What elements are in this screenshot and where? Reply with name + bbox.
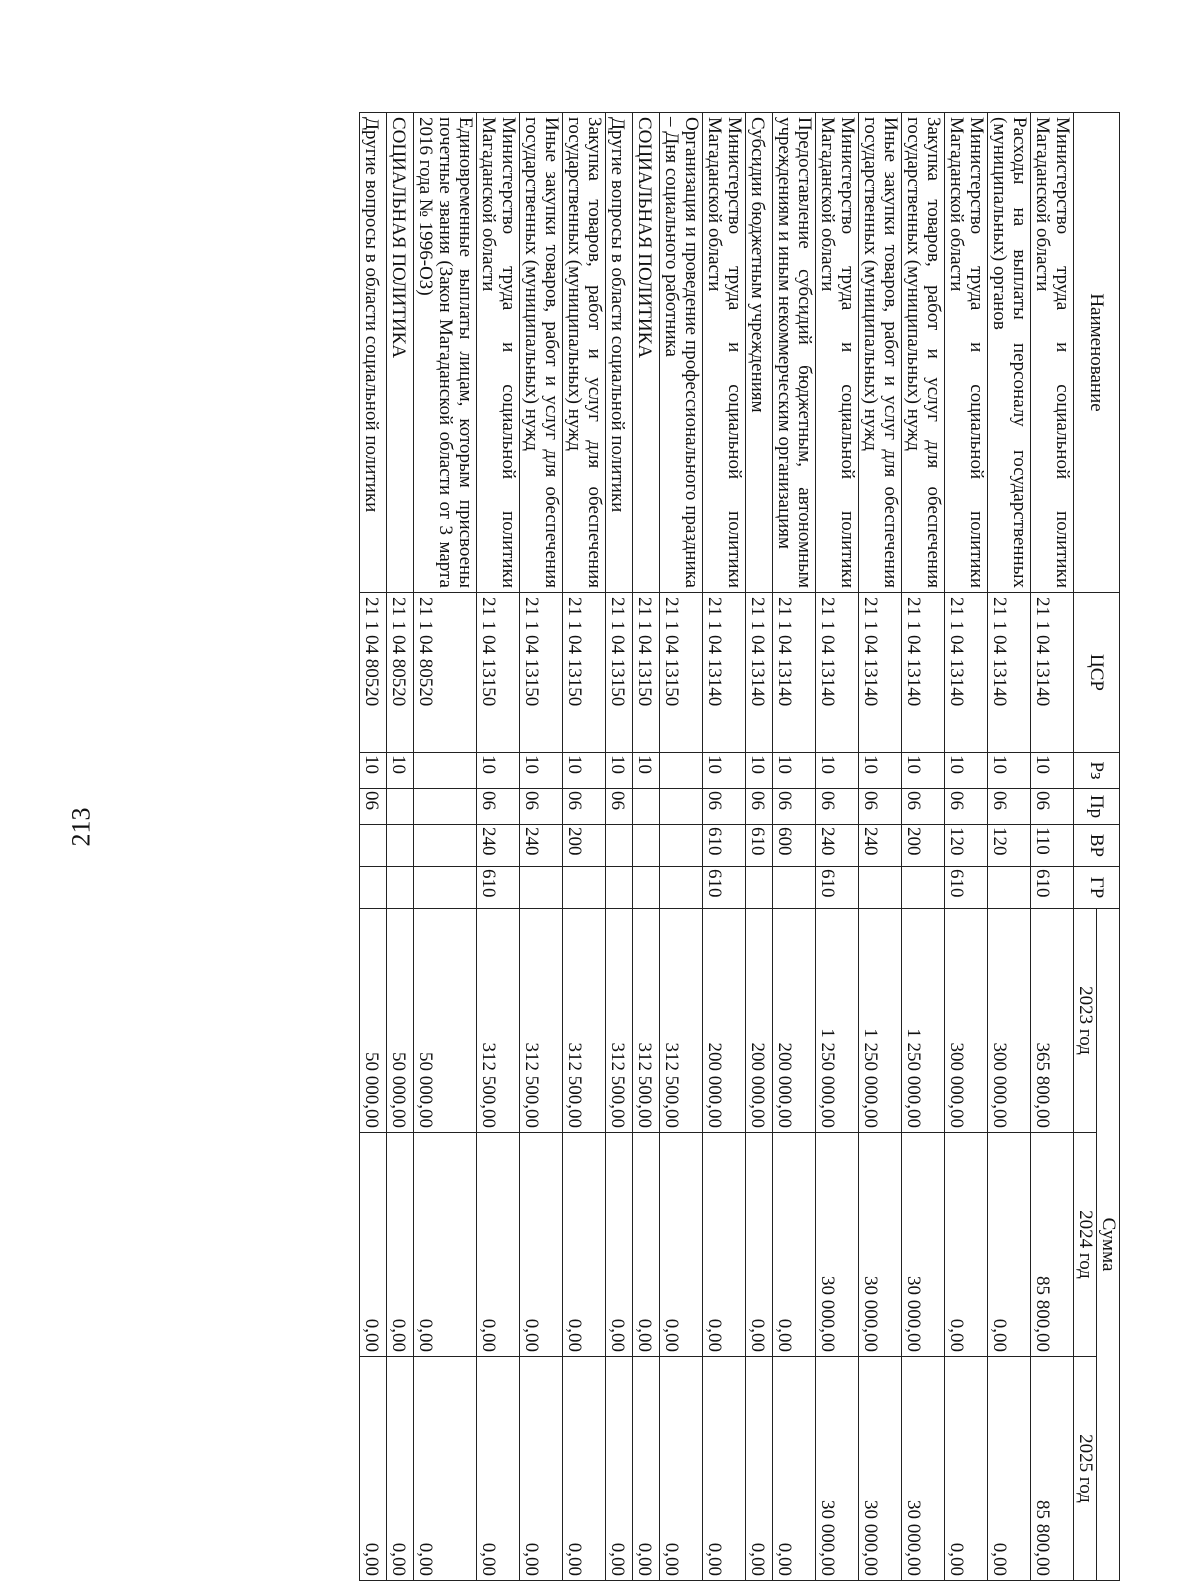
cell-csr: 21 1 04 13150: [633, 593, 660, 753]
cell-y2024: 30 000,00: [859, 1133, 902, 1357]
cell-y2023: 312 500,00: [633, 909, 660, 1133]
cell-rz: 10: [387, 753, 414, 789]
budget-table-sheet: [200, 112, 1120, 1580]
cell-rz: 10: [746, 753, 773, 789]
cell-vr: 600: [773, 825, 816, 867]
cell-y2025: 0,00: [563, 1357, 606, 1581]
table-row: [414, 113, 477, 1581]
cell-rz: 10: [902, 753, 945, 789]
cell-y2025: 30 000,00: [816, 1357, 859, 1581]
table-row: [606, 113, 633, 1581]
table-row: [360, 113, 387, 1581]
cell-csr: 21 1 04 13140: [1031, 593, 1074, 753]
cell-vr: 610: [746, 825, 773, 867]
cell-y2024: 0,00: [660, 1133, 703, 1357]
cell-vr: 120: [945, 825, 988, 867]
cell-y2025: 0,00: [520, 1357, 563, 1581]
cell-name: Закупка товаров, работ и услуг для обеспечения государственных (муниципальных) нужд: [902, 113, 945, 593]
cell-pr: 06: [520, 789, 563, 825]
table-row: [633, 113, 660, 1581]
cell-gr: [773, 867, 816, 909]
cell-y2025: 30 000,00: [859, 1357, 902, 1581]
cell-y2023: 1 250 000,00: [816, 909, 859, 1133]
cell-vr: 610: [703, 825, 746, 867]
cell-y2025: 0,00: [387, 1357, 414, 1581]
header-csr: ЦСР: [1074, 593, 1120, 753]
cell-rz: [414, 753, 477, 789]
header-2025: 2025 год: [1074, 1357, 1097, 1581]
cell-rz: 10: [945, 753, 988, 789]
cell-name: Другие вопросы в области социальной политики: [606, 113, 633, 593]
cell-vr: [633, 825, 660, 867]
cell-y2024: 0,00: [414, 1133, 477, 1357]
cell-y2024: 0,00: [773, 1133, 816, 1357]
cell-vr: [660, 825, 703, 867]
cell-rz: 10: [816, 753, 859, 789]
cell-rz: 10: [1031, 753, 1074, 789]
cell-y2025: 0,00: [606, 1357, 633, 1581]
cell-vr: 240: [520, 825, 563, 867]
cell-csr: 21 1 04 13140: [945, 593, 988, 753]
header-gr: ГР: [1074, 867, 1120, 909]
cell-csr: 21 1 04 13140: [773, 593, 816, 753]
header-2024: 2024 год: [1074, 1133, 1097, 1357]
cell-csr: 21 1 04 13140: [703, 593, 746, 753]
cell-y2023: 50 000,00: [360, 909, 387, 1133]
cell-y2025: 0,00: [945, 1357, 988, 1581]
cell-rz: 10: [773, 753, 816, 789]
cell-vr: [387, 825, 414, 867]
cell-y2024: 0,00: [477, 1133, 520, 1357]
table-row: [387, 113, 414, 1581]
cell-y2023: 312 500,00: [606, 909, 633, 1133]
cell-name: Субсидии бюджетным учреждениям: [746, 113, 773, 593]
cell-y2025: 0,00: [414, 1357, 477, 1581]
cell-gr: [387, 867, 414, 909]
cell-vr: 240: [477, 825, 520, 867]
cell-y2023: 312 500,00: [520, 909, 563, 1133]
cell-rz: 10: [633, 753, 660, 789]
table-row: [988, 113, 1031, 1581]
table-row: [773, 113, 816, 1581]
cell-pr: 06: [606, 789, 633, 825]
table-row: [660, 113, 703, 1581]
cell-name: Министерство труда и социальной политики Магаданской области: [477, 113, 520, 593]
cell-gr: [859, 867, 902, 909]
cell-y2024: 0,00: [703, 1133, 746, 1357]
cell-gr: 610: [945, 867, 988, 909]
cell-rz: 10: [563, 753, 606, 789]
cell-y2025: 0,00: [477, 1357, 520, 1581]
cell-pr: 06: [902, 789, 945, 825]
cell-name: Министерство труда и социальной политики Магаданской области: [1031, 113, 1074, 593]
cell-gr: 610: [703, 867, 746, 909]
cell-name: Иные закупки товаров, работ и услуг для обеспечения государственных (муниципальных) нужд: [859, 113, 902, 593]
cell-rz: 10: [606, 753, 633, 789]
header-summa: Сумма: [1097, 909, 1120, 1581]
cell-y2023: 365 800,00: [1031, 909, 1074, 1133]
cell-name: Министерство труда и социальной политики Магаданской области: [816, 113, 859, 593]
cell-vr: 240: [859, 825, 902, 867]
cell-csr: 21 1 04 13140: [746, 593, 773, 753]
cell-y2025: 30 000,00: [902, 1357, 945, 1581]
cell-csr: 21 1 04 13140: [816, 593, 859, 753]
cell-y2024: 0,00: [746, 1133, 773, 1357]
cell-vr: [414, 825, 477, 867]
cell-gr: [520, 867, 563, 909]
cell-name: Другие вопросы в области социальной политики: [360, 113, 387, 593]
cell-y2024: 0,00: [387, 1133, 414, 1357]
page-number: 213: [66, 807, 96, 847]
cell-vr: 110: [1031, 825, 1074, 867]
table-row: [859, 113, 902, 1581]
table-row: [816, 113, 859, 1581]
cell-y2024: 85 800,00: [1031, 1133, 1074, 1357]
cell-csr: 21 1 04 13150: [563, 593, 606, 753]
cell-y2024: 30 000,00: [816, 1133, 859, 1357]
cell-y2023: 300 000,00: [945, 909, 988, 1133]
cell-y2025: 0,00: [660, 1357, 703, 1581]
cell-gr: [633, 867, 660, 909]
cell-pr: [633, 789, 660, 825]
cell-csr: 21 1 04 13150: [606, 593, 633, 753]
cell-pr: 06: [360, 789, 387, 825]
cell-csr: 21 1 04 13140: [988, 593, 1031, 753]
cell-vr: 240: [816, 825, 859, 867]
cell-name: Закупка товаров, работ и услуг для обеспечения государственных (муниципальных) нужд: [563, 113, 606, 593]
cell-y2025: 0,00: [633, 1357, 660, 1581]
cell-y2023: 200 000,00: [773, 909, 816, 1133]
cell-pr: [387, 789, 414, 825]
header-vr: ВР: [1074, 825, 1120, 867]
table-row: [1031, 113, 1074, 1581]
cell-y2025: 0,00: [360, 1357, 387, 1581]
cell-y2025: 0,00: [703, 1357, 746, 1581]
cell-gr: [563, 867, 606, 909]
cell-rz: 10: [988, 753, 1031, 789]
cell-name: Организация и проведение профессионального праздника – Дня социального работника: [660, 113, 703, 593]
cell-rz: 10: [859, 753, 902, 789]
cell-pr: 06: [859, 789, 902, 825]
cell-y2025: 0,00: [773, 1357, 816, 1581]
cell-pr: 06: [746, 789, 773, 825]
cell-y2024: 0,00: [633, 1133, 660, 1357]
cell-csr: 21 1 04 13140: [902, 593, 945, 753]
cell-name: Единовременные выплаты лицам, которым присвоены почетные звания (Закон Магаданской области от 3 марта 2016 года № 1996-ОЗ): [414, 113, 477, 593]
cell-gr: [660, 867, 703, 909]
table-row: [746, 113, 773, 1581]
cell-csr: 21 1 04 13150: [660, 593, 703, 753]
cell-y2024: 30 000,00: [902, 1133, 945, 1357]
cell-rz: 10: [520, 753, 563, 789]
cell-rz: 10: [703, 753, 746, 789]
cell-pr: 06: [988, 789, 1031, 825]
cell-vr: 200: [902, 825, 945, 867]
cell-name: Министерство труда и социальной политики Магаданской области: [703, 113, 746, 593]
cell-gr: [360, 867, 387, 909]
table-row: [945, 113, 988, 1581]
cell-y2023: 200 000,00: [746, 909, 773, 1133]
cell-y2025: 0,00: [746, 1357, 773, 1581]
cell-vr: [606, 825, 633, 867]
cell-name: Расходы на выплаты персоналу государственных (муниципальных) органов: [988, 113, 1031, 593]
cell-rz: 10: [477, 753, 520, 789]
cell-gr: 610: [816, 867, 859, 909]
cell-y2023: 312 500,00: [660, 909, 703, 1133]
cell-pr: 06: [477, 789, 520, 825]
cell-y2023: 312 500,00: [477, 909, 520, 1133]
table-row: [520, 113, 563, 1581]
cell-pr: 06: [563, 789, 606, 825]
cell-y2024: 0,00: [988, 1133, 1031, 1357]
table-row: [902, 113, 945, 1581]
cell-name: СОЦИАЛЬНАЯ ПОЛИТИКА: [633, 113, 660, 593]
cell-csr: 21 1 04 80520: [387, 593, 414, 753]
cell-vr: 120: [988, 825, 1031, 867]
cell-name: Министерство труда и социальной политики Магаданской области: [945, 113, 988, 593]
table-body: [360, 113, 1074, 1581]
cell-y2024: 0,00: [520, 1133, 563, 1357]
cell-name: Предоставление субсидий бюджетным, автономным учреждениям и иным некоммерческим организациям: [773, 113, 816, 593]
cell-y2023: 50 000,00: [387, 909, 414, 1133]
cell-y2024: 0,00: [945, 1133, 988, 1357]
cell-csr: 21 1 04 13140: [859, 593, 902, 753]
cell-pr: [414, 789, 477, 825]
cell-gr: [414, 867, 477, 909]
cell-y2023: 200 000,00: [703, 909, 746, 1133]
cell-y2023: 50 000,00: [414, 909, 477, 1133]
cell-rz: [660, 753, 703, 789]
cell-pr: 06: [703, 789, 746, 825]
cell-name: СОЦИАЛЬНАЯ ПОЛИТИКА: [387, 113, 414, 593]
cell-pr: 06: [1031, 789, 1074, 825]
cell-gr: 610: [477, 867, 520, 909]
cell-y2023: 300 000,00: [988, 909, 1031, 1133]
cell-name: Иные закупки товаров, работ и услуг для обеспечения государственных (муниципальных) нужд: [520, 113, 563, 593]
table-row: [563, 113, 606, 1581]
cell-rz: 10: [360, 753, 387, 789]
cell-pr: 06: [816, 789, 859, 825]
cell-pr: 06: [945, 789, 988, 825]
cell-csr: 21 1 04 80520: [360, 593, 387, 753]
cell-y2024: 0,00: [563, 1133, 606, 1357]
header-rz: Рз: [1074, 753, 1120, 789]
cell-y2023: 1 250 000,00: [859, 909, 902, 1133]
cell-vr: 200: [563, 825, 606, 867]
cell-y2024: 0,00: [360, 1133, 387, 1357]
cell-gr: [606, 867, 633, 909]
cell-y2023: 312 500,00: [563, 909, 606, 1133]
cell-y2025: 85 800,00: [1031, 1357, 1074, 1581]
header-name: Наименование: [1074, 113, 1120, 593]
cell-csr: 21 1 04 13150: [477, 593, 520, 753]
cell-gr: [746, 867, 773, 909]
table-row: [703, 113, 746, 1581]
cell-y2025: 0,00: [988, 1357, 1031, 1581]
cell-csr: 21 1 04 80520: [414, 593, 477, 753]
cell-gr: [988, 867, 1031, 909]
cell-csr: 21 1 04 13150: [520, 593, 563, 753]
cell-vr: [360, 825, 387, 867]
table-row: [477, 113, 520, 1581]
cell-y2023: 1 250 000,00: [902, 909, 945, 1133]
cell-gr: [902, 867, 945, 909]
cell-pr: 06: [773, 789, 816, 825]
budget-table: [359, 112, 1120, 1581]
cell-y2024: 0,00: [606, 1133, 633, 1357]
header-pr: Пр: [1074, 789, 1120, 825]
cell-gr: 610: [1031, 867, 1074, 909]
header-2023: 2023 год: [1074, 909, 1097, 1133]
cell-pr: [660, 789, 703, 825]
